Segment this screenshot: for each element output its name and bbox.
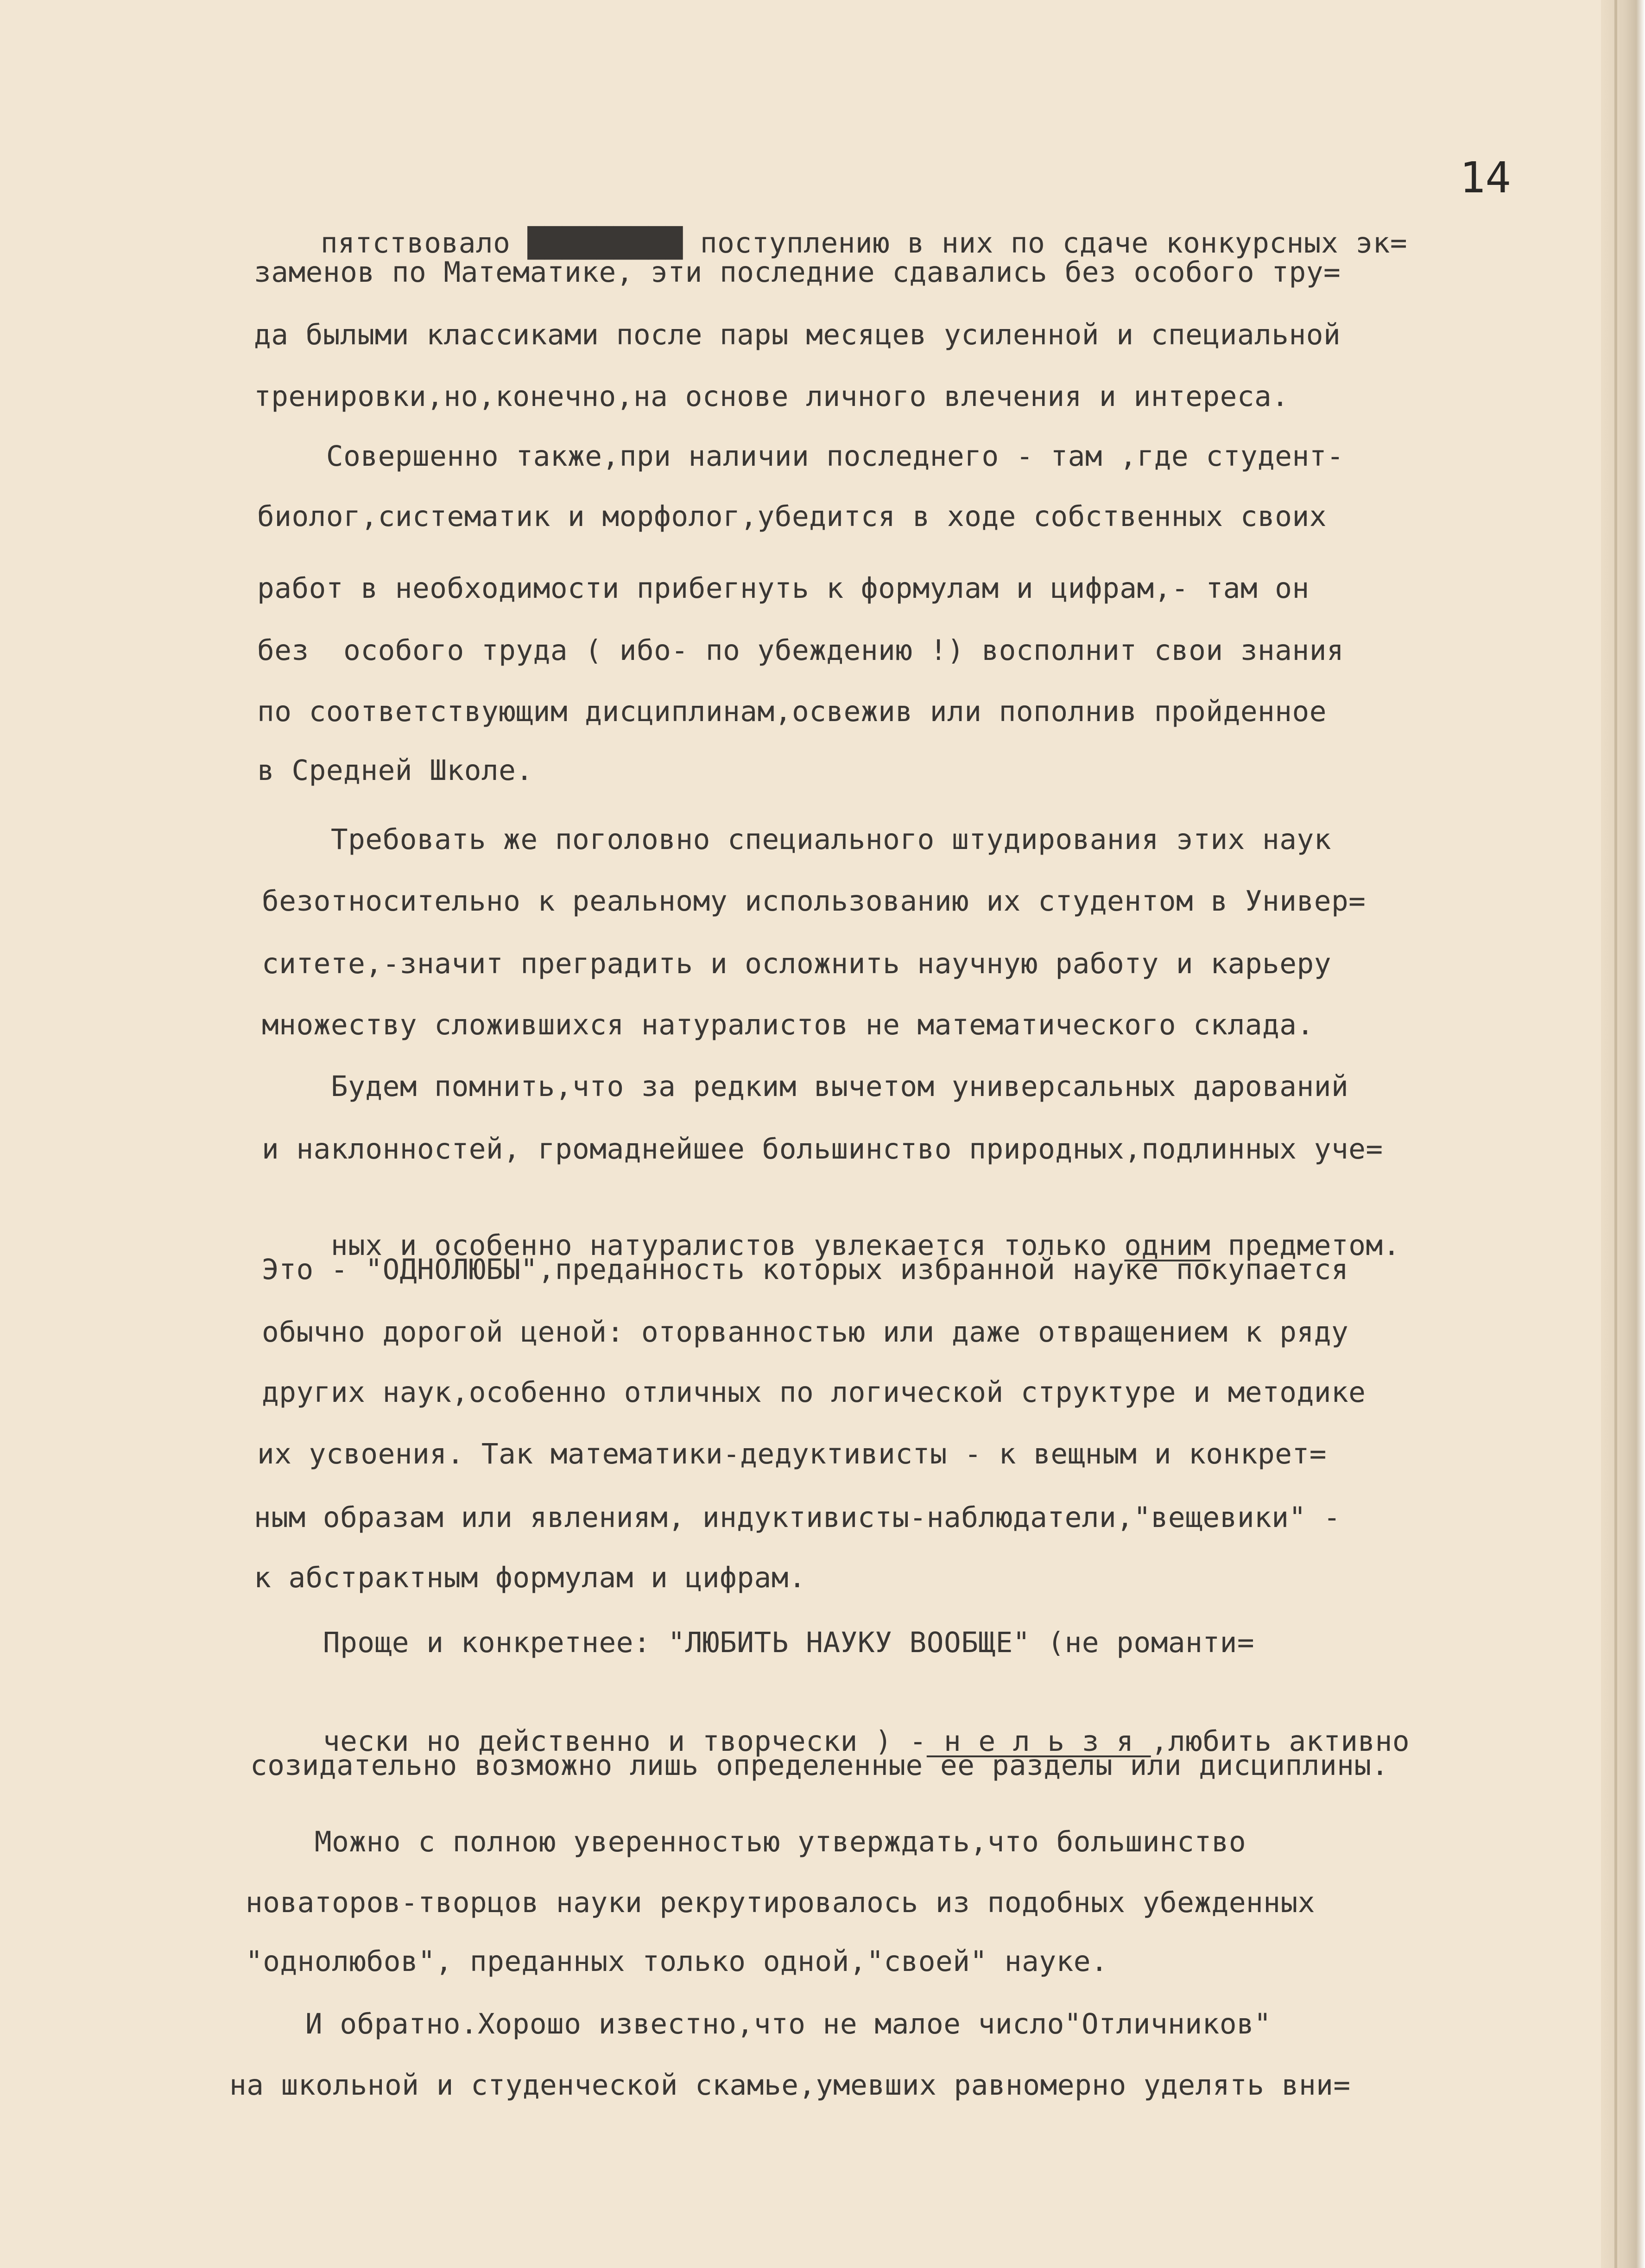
struck-out-word: █████████ <box>527 227 683 260</box>
text-line: обычно дорогой ценой: оторванностью или даже отвращением к ряду <box>262 1316 1349 1349</box>
text-line: Это - "ОДНОЛЮБЫ",преданность которых избранной науке покупается <box>262 1253 1349 1286</box>
text-line: новаторов-творцов науки рекрутировалось из подобных убежденных <box>246 1886 1315 1919</box>
text-line: других наук,особенно отличных по логической структуре и методике <box>262 1376 1366 1409</box>
text-segment: чески но действенно и творчески ) - <box>323 1725 927 1758</box>
text-line: их усвоения. Так математики-дедуктивисты - к вещным и конкрет= <box>257 1438 1327 1470</box>
text-line: и наклонностей, громаднейшее большинство природных,подлинных уче= <box>262 1133 1383 1166</box>
text-line: Совершенно также,при наличии последнего - там ,где студент- <box>257 440 1344 473</box>
text-line: Проще и конкретнее: "ЛЮБИТЬ НАУКУ ВООБЩЕ" (не романти= <box>254 1626 1255 1659</box>
text-line: множеству сложившихся натуралистов не математического склада. <box>262 1008 1314 1041</box>
text-line: Требовать же поголовно специального штудирования этих наук <box>262 823 1331 856</box>
page-edge-shadow <box>1601 0 1645 2268</box>
underlined-word: одним <box>1124 1229 1211 1262</box>
page-number: 14 <box>1460 153 1511 203</box>
text-line: без особого труда ( ибо- по убеждению !) восполнит свои знания <box>257 634 1344 667</box>
text-line: тренировки,но,конечно,на основе личного влечения и интереса. <box>254 380 1289 413</box>
text-line: в Средней Школе. <box>257 754 533 787</box>
text-segment: пятствовало <box>320 227 528 260</box>
text-line: созидательно возможно лишь определенные ее разделы или дисциплины. <box>250 1749 1389 1782</box>
spaced-emphasis-word: н е л ь з я <box>926 1725 1151 1758</box>
text-line: к абстрактным формулам и цифрам. <box>254 1561 806 1594</box>
page-edge-line <box>1614 0 1617 2268</box>
text-line: на школьной и студенческой скамье,умевших равномерно уделять вни= <box>229 2069 1351 2102</box>
text-line: да былыми классиками после пары месяцев усиленной и специальной <box>254 318 1341 351</box>
text-line: безотносительно к реальному использованию их студентом в Универ= <box>262 885 1366 918</box>
text-line: "однолюбов", преданных только одной,"своей" науке. <box>246 1945 1108 1978</box>
text-line: заменов по Математике, эти последние сдавались без особого тру= <box>254 256 1341 289</box>
text-line: И обратно.Хорошо известно,что не малое число"Отличников" <box>236 2008 1272 2040</box>
text-line: Можно с полною уверенностью утверждать,что большинство <box>246 1825 1246 1858</box>
text-segment: предметом. <box>1210 1229 1400 1262</box>
text-segment: ,любить активно <box>1151 1725 1410 1758</box>
text-line: по соответствующим дисциплинам,освежив или пополнив пройденное <box>257 695 1327 728</box>
text-segment: ных и особенно натуралистов увлекается только <box>330 1229 1125 1262</box>
text-line: работ в необходимости прибегнуть к формулам и цифрам,- там он <box>257 572 1310 605</box>
text-line: Будем помнить,что за редким вычетом универсальных дарований <box>262 1070 1349 1103</box>
text-line: ситете,-значит преградить и осложнить научную работу и карьеру <box>262 947 1331 980</box>
text-segment: поступлению в них по сдаче конкурсных эк= <box>683 227 1408 260</box>
text-line: ным образам или явлениям, индуктивисты-наблюдатели,"вещевики" - <box>254 1501 1341 1534</box>
text-line: биолог,систематик и морфолог,убедится в ходе собственных своих <box>257 500 1327 533</box>
